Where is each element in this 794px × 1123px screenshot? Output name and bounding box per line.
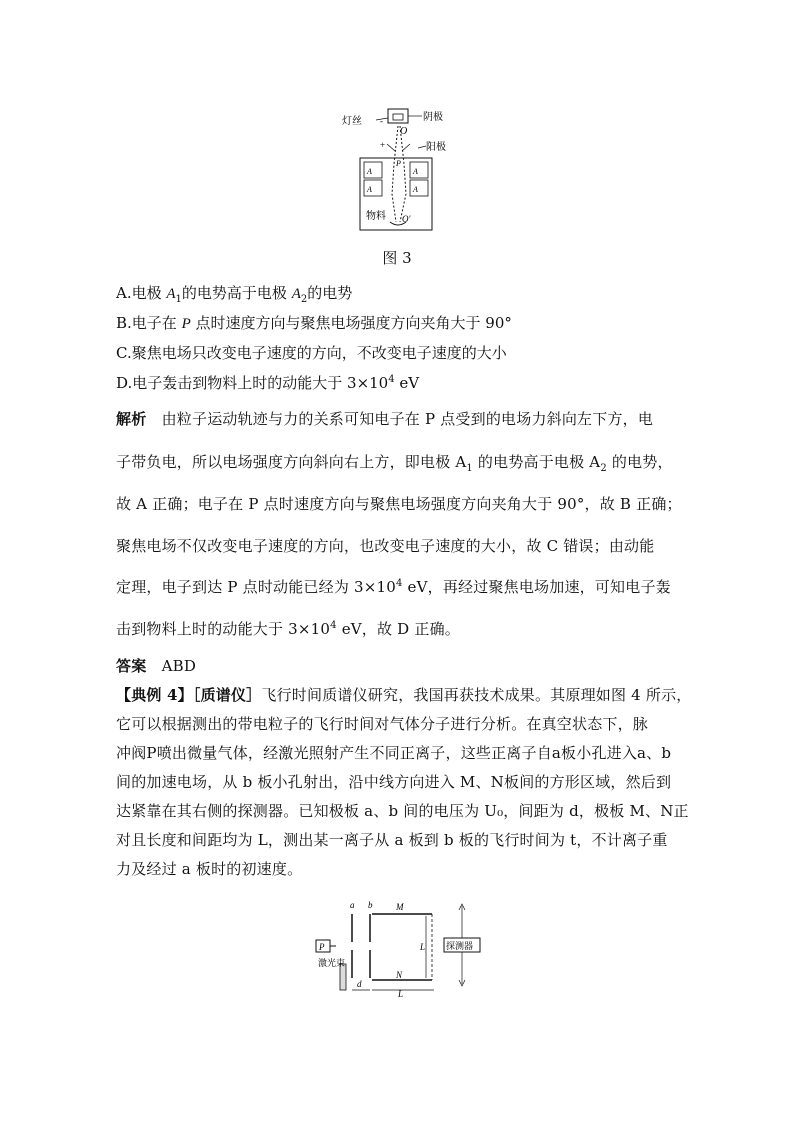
- label-a1-right: A: [413, 185, 418, 194]
- example4-line-7: 力及经过 a 板时的初速度。: [116, 860, 303, 878]
- analysis-line-6: 击到物料上时的动能大于 $3\times 10^4$ eV，故 D 正确。: [116, 620, 460, 638]
- label-material: 物料: [366, 211, 386, 222]
- beam-left: [392, 126, 398, 222]
- anode-right: [402, 144, 410, 151]
- example4-line-3: 冲阀P喷出微量气体，经激光照射产生不同正离子，这些正离子自a板小孔进入a、b: [116, 744, 672, 762]
- answer-line: 答案 ABD: [116, 657, 197, 675]
- example4-line-6: 对且长度和间距均为 L，测出某一离子从 a 板到 b 板的飞行时间为 t，不计离子重: [116, 831, 668, 849]
- label-plate-m: M: [396, 902, 404, 912]
- label-plate-a: a: [350, 900, 355, 910]
- analysis-line-3: 故 A 正确；电子在 P 点时速度方向与聚焦电场强度方向夹角大于 90°，故 B 正确；: [116, 495, 682, 513]
- label-plate-n: N: [396, 970, 403, 980]
- figure-3-caption: 图 3: [382, 249, 412, 267]
- label-l-horizontal: L: [398, 989, 404, 998]
- label-plus: +: [380, 140, 386, 150]
- analysis-line-4: 聚焦电场不仅改变电子速度的方向，也改变电子速度的大小，故 C 错误；由动能: [116, 537, 655, 555]
- label-o-prime: O′: [402, 214, 411, 224]
- option-d: D.电子轰击到物料上时的动能大于 $3\times 10^4$ eV: [116, 374, 420, 392]
- analysis-line-1: 解析 由粒子运动轨迹与力的关系可知电子在 P 点受到的电场力斜向左下方，电: [116, 410, 654, 428]
- label-a2-left: A: [367, 167, 372, 176]
- figure-4-mass-spectrometer-diagram: [310, 898, 490, 998]
- label-plate-b: b: [368, 900, 373, 910]
- anode-leader: [418, 146, 426, 148]
- example4-line-5: 达紧靠在其右侧的探测器。已知极板 a、b 间的电压为 U₀，间距为 d，极板 M、N正: [116, 802, 689, 820]
- figure-3-electron-gun-diagram: [340, 104, 452, 234]
- label-d: d: [357, 979, 362, 989]
- label-detector: 探测器: [446, 941, 474, 951]
- anode-left: [387, 144, 395, 151]
- label-valve-p: P: [319, 942, 325, 952]
- label-anode: 阳极: [426, 142, 446, 153]
- label-o: O: [400, 126, 408, 137]
- label-laser: 激光束: [318, 958, 346, 968]
- example4-line-2: 它可以根据测出的带电粒子的飞行时间对气体分子进行分析。在真空状态下，脉: [116, 715, 649, 733]
- cathode-box: [388, 109, 408, 123]
- label-filament: 灯丝: [342, 116, 362, 127]
- label-p: P: [396, 159, 401, 168]
- option-c: C.聚焦电场只改变电子速度的方向，不改变电子速度的大小: [116, 344, 507, 362]
- beam-right: [400, 126, 406, 222]
- label-a1-left: A: [367, 185, 372, 194]
- label-l-vertical: L: [420, 942, 426, 952]
- filament-coil: [393, 114, 403, 120]
- option-a: A.电极 $A_1$的电势高于电极 $A_2$的电势: [116, 284, 353, 305]
- analysis-line-5: 定理，电子到达 P 点时动能已经为 $3\times 10^4$ eV，再经过聚焦电场加速，可知电子轰: [116, 578, 671, 596]
- analysis-line-2: 子带负电，所以电场强度方向斜向右上方，即电极 $A_1$ 的电势高于电极 $A_2$ 的电势，: [116, 453, 673, 474]
- option-b: B.电子在 P 点时速度方向与聚焦电场强度方向夹角大于 90°: [116, 314, 512, 332]
- example4-line-4: 间的加速电场，从 b 板小孔射出，沿中线方向进入 M、N板间的方形区域，然后到: [116, 773, 672, 791]
- label-a2-right: A: [413, 167, 418, 176]
- label-cathode: 阴极: [423, 112, 443, 123]
- example4-line-1: 【典例 4】［质谱仪］飞行时间质谱仪研究，我国再获技术成果。其原理如图 4 所示，: [116, 686, 692, 704]
- label-minus: -: [380, 116, 383, 126]
